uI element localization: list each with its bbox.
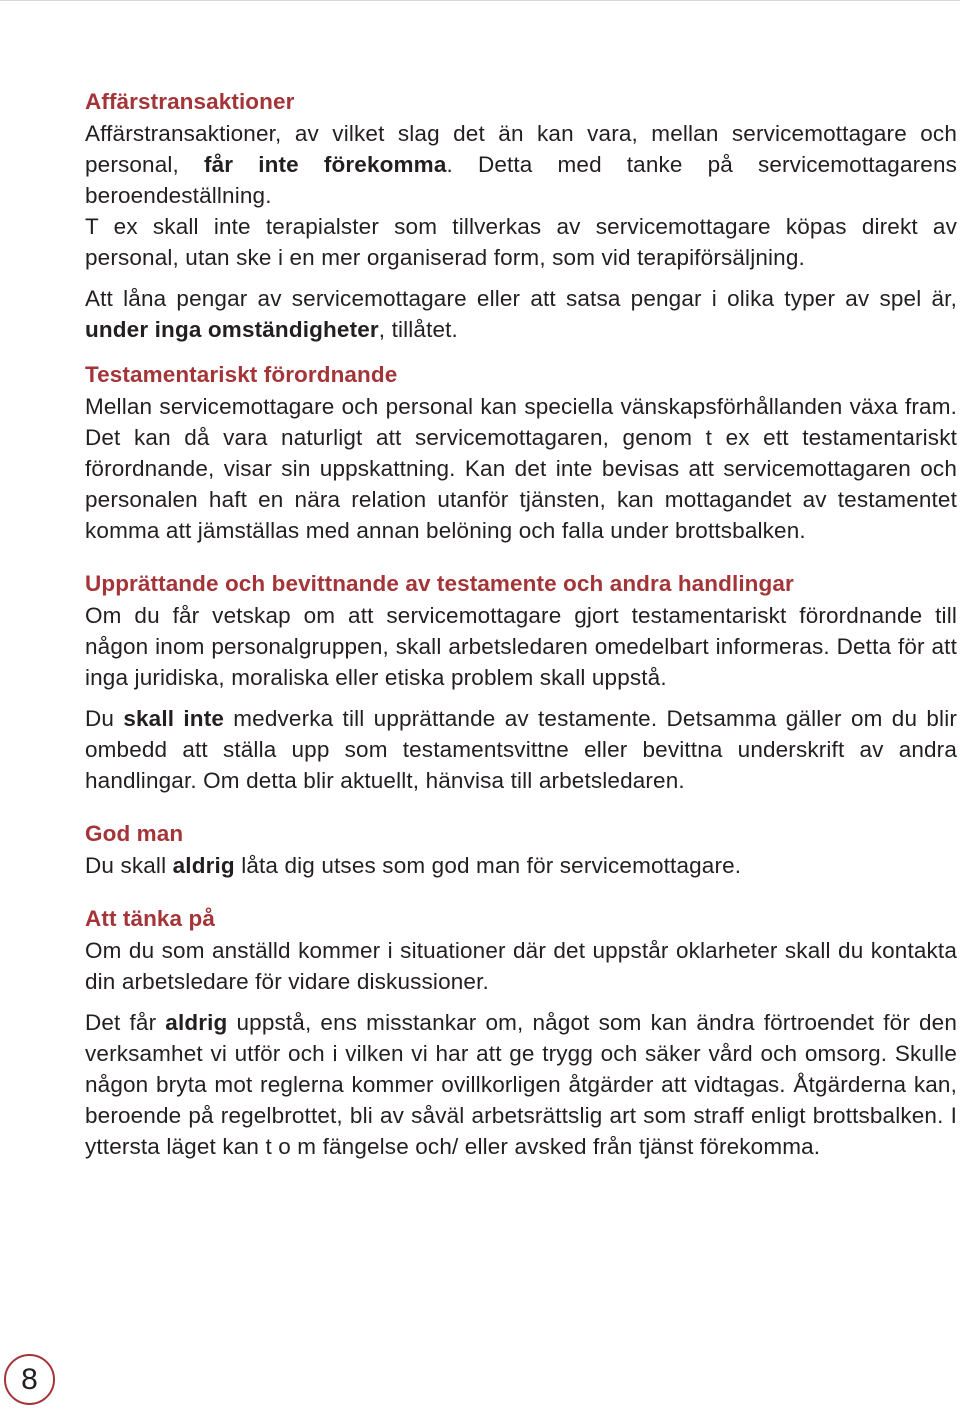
paragraph: Mellan servicemottagare och personal kan speciella vänskapsförhållanden växa fram. Det kan då vara naturligt att servicemottagaren, genom t ex ett testamentariskt förordnande, visar sin uppskattning. Kan det inte bevisas att servicemottagaren och personalen haft en nära relation utanför tjänsten, kan mottagandet av testamentet komma att jämställas med annan belöning och falla under brottsbalken. bbox=[85, 394, 957, 543]
paragraph: Om du som anställd kommer i situationer där det uppstår oklarheter skall du kontakta din arbetsledare för vidare diskussioner. bbox=[85, 938, 957, 994]
top-rule bbox=[0, 0, 960, 1]
paragraph: Du skall inte medverka till upprättande av testamente. Detsamma gäller om du blir ombedd att ställa upp som testamentsvittne eller bevittna underskrift av andra handlingar. Om detta blir aktuellt, hänvisa till arbetsledaren. bbox=[85, 706, 957, 793]
page-number: 8 bbox=[4, 1354, 55, 1405]
paragraph: Att låna pengar av servicemottagare eller att satsa pengar i olika typer av spel är, under inga omständigheter, tillåtet. bbox=[85, 286, 957, 342]
paragraph: Om du får vetskap om att servicemottagare gjort testamentariskt förordnande till någon inom personalgruppen, skall arbetsledaren omedelbart informeras. Detta för att inga juridiska, moraliska eller etiska problem skall uppstå. bbox=[85, 603, 957, 690]
paragraph: T ex skall inte terapialster som tillverkas av servicemottagare köpas direkt av personal, utan ske i en mer organiserad form, som vid terapiförsäljning. bbox=[85, 214, 957, 270]
section-heading-god-man: God man bbox=[85, 821, 184, 846]
paragraph: Du skall aldrig låta dig utses som god man för servicemottagare. bbox=[85, 853, 742, 878]
section-heading-testamentariskt-forordnande: Testamentariskt förordnande bbox=[85, 362, 398, 387]
section-heading-att-tanka-pa: Att tänka på bbox=[85, 906, 215, 931]
paragraph: Affärstransaktioner, av vilket slag det än kan vara, mellan servicemottagare och personal, får inte förekomma. Detta med tanke på servicemottagarens beroendeställning. bbox=[85, 121, 958, 208]
section-heading-affarstransaktioner: Affärstransaktioner bbox=[85, 89, 295, 114]
document-body bbox=[85, 86, 957, 1162]
paragraph: Det får aldrig uppstå, ens misstankar om, något som kan ändra förtroendet för den verksamhet vi utför och i vilken vi har att ge trygg och säker vård och omsorg. Skulle någon bryta mot reglerna kommer ovillkorligen åtgärder att vidtagas. Åtgärderna kan, beroende på regelbrottet, bli av såväl arbetsrättslig art som straff enligt brottsbalken. I yttersta läget kan t o m fängelse och/ eller avsked från tjänst förekomma. bbox=[85, 1010, 957, 1159]
section-heading-upprattande: Upprättande och bevittnande av testamente och andra handlingar bbox=[85, 571, 794, 596]
